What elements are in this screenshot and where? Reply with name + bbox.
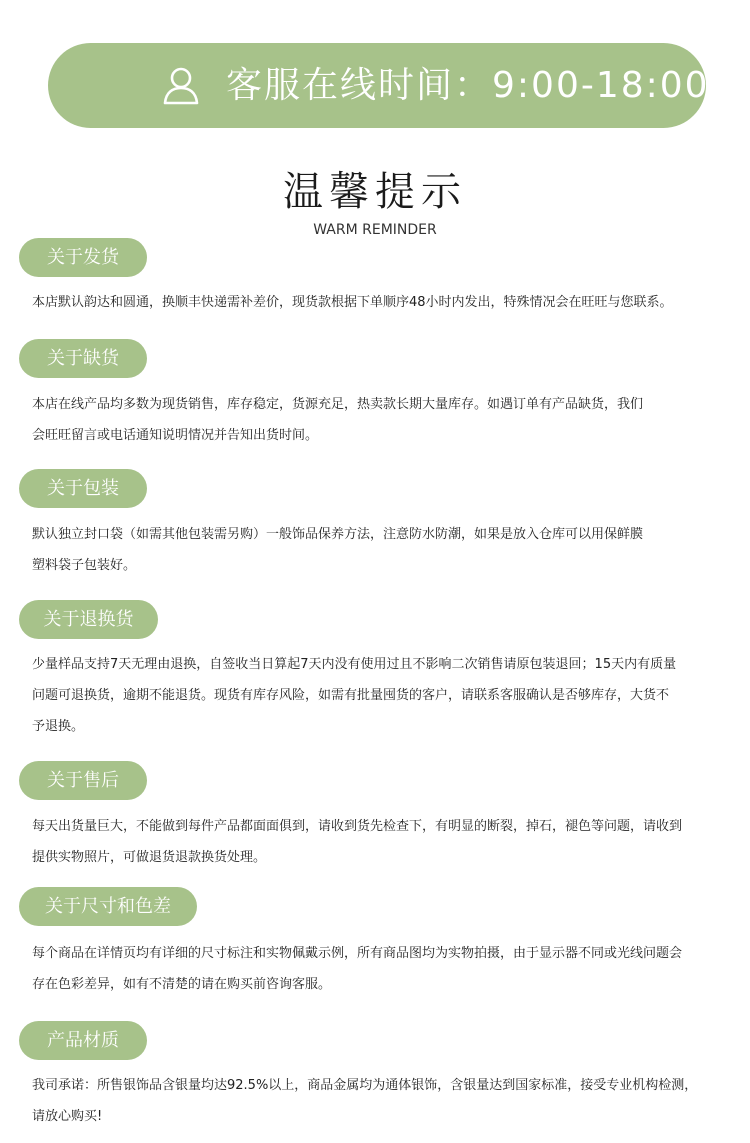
text-line: 本店默认韵达和圆通，换顺丰快递需补差价，现货款根据下单顺序48小时内发出，特殊情况会在旺旺与您联系。 <box>32 295 673 310</box>
service-hours-text: 客服在线时间：9:00-18:00 <box>226 65 710 106</box>
section-label-out-of-stock: 关于缺货 <box>19 339 147 378</box>
section-text-after-sales <box>32 811 737 873</box>
section-text-returns <box>32 649 737 742</box>
text-line: 请放心购买! <box>32 1109 103 1124</box>
text-line: 本店在线产品均多数为现货销售，库存稳定，货源充足，热卖款长期大量库存。如遇订单有产品缺货，我们 <box>32 397 644 412</box>
page-subtitle: WARM REMINDER <box>313 222 437 238</box>
section-text-packaging <box>32 519 737 581</box>
text-line: 塑料袋子包装好。 <box>32 558 137 573</box>
section-text-shipping <box>32 287 737 318</box>
text-line: 少量样品支持7天无理由退换，自签收当日算起7天内没有使用过且不影响二次销售请原包装退回；15天内有质量 <box>32 657 677 672</box>
section-label-after-sales: 关于售后 <box>19 761 147 800</box>
section-text-out-of-stock <box>32 389 737 451</box>
section-label-returns: 关于退换货 <box>19 600 158 639</box>
text-line: 每个商品在详情页均有详细的尺寸标注和实物佩戴示例，所有商品图均为实物拍摄，由于显示器不同或光线问题会 <box>32 946 683 961</box>
text-line: 默认独立封口袋（如需其他包装需另购）一般饰品保养方法，注意防水防潮，如果是放入仓库可以用保鲜膜 <box>32 527 644 542</box>
section-text-material <box>32 1070 737 1132</box>
section-label-shipping: 关于发货 <box>19 238 147 277</box>
section-label-size-and-color: 关于尺寸和色差 <box>19 887 197 926</box>
text-line: 存在色彩差异，如有不清楚的请在购买前咨询客服。 <box>32 977 332 992</box>
text-line: 提供实物照片，可做退货退款换货处理。 <box>32 850 267 865</box>
text-line: 我司承诺：所售银饰品含银量均达92.5%以上，商品金属均为通体银饰，含银量达到国家标准，接受专业机构检测， <box>32 1078 698 1093</box>
section-label-material: 产品材质 <box>19 1021 147 1060</box>
text-line: 会旺旺留言或电话通知说明情况并告知出货时间。 <box>32 428 319 443</box>
text-line: 每天出货量巨大，不能做到每件产品都面面俱到，请收到货先检查下，有明显的断裂，掉石，褪色等问题，请收到 <box>32 819 683 834</box>
service-hours-banner <box>48 43 710 128</box>
page-title: 温馨提示 <box>283 169 467 215</box>
user-icon <box>162 65 200 105</box>
section-text-size-and-color <box>32 938 737 1000</box>
text-line: 予退换。 <box>32 719 85 734</box>
text-line: 问题可退换货，逾期不能退货。现货有库存风险，如需有批量囤货的客户，请联系客服确认是否够库存，大货不 <box>32 688 670 703</box>
section-label-packaging: 关于包装 <box>19 469 147 508</box>
